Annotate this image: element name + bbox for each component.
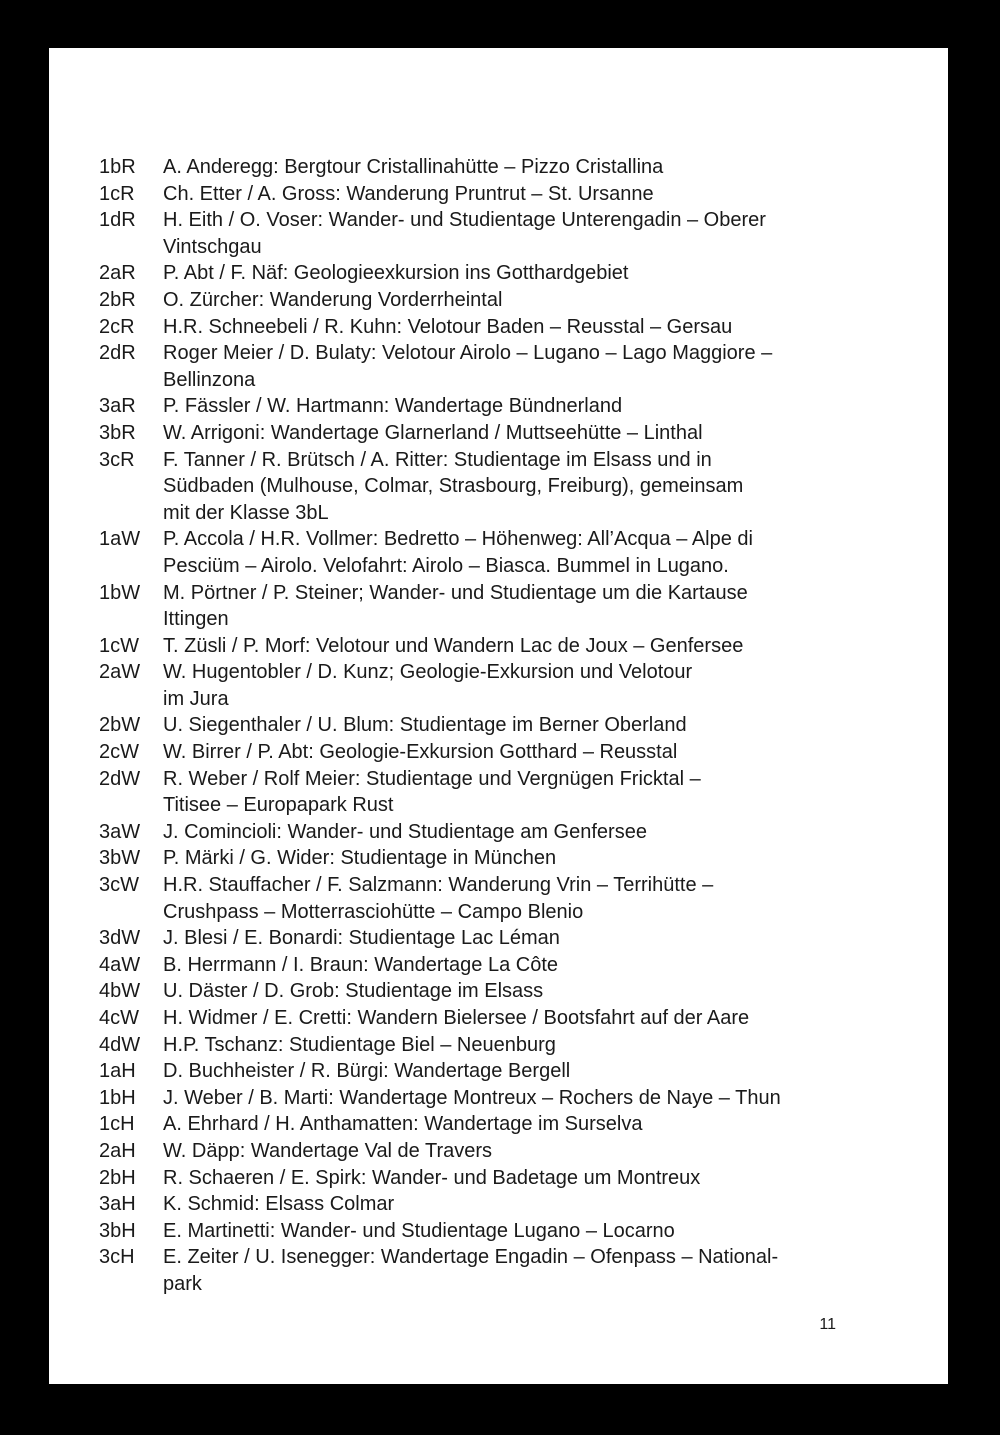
trip-description [163,393,919,420]
trip-description [163,447,919,527]
list-item [99,260,919,287]
class-code: 1cW [99,634,139,657]
page-number: 11 [819,1316,836,1333]
description-line: W. Däpp: Wandertage Val de Travers [163,1139,493,1162]
list-item [99,340,919,393]
trip-description [163,633,919,660]
trip-description [163,1244,919,1297]
description-line: H.P. Tschanz: Studientage Biel – Neuenburg [163,1033,556,1056]
class-code: 3aH [99,1193,136,1216]
class-code: 2bR [99,288,136,311]
trip-description [163,207,919,260]
class-code: 1bW [99,581,141,604]
trip-description [163,314,919,341]
class-code: 2cW [99,741,139,764]
description-line: Pesciüm – Airolo. Velofahrt: Airolo – Biasca. Bummel in Lugano. [163,554,729,577]
description-line: J. Comincioli: Wander- und Studientage am Genfersee [163,820,647,843]
trip-description [163,1111,919,1138]
class-code: 1bH [99,1086,136,1109]
class-code: 2aR [99,262,136,285]
class-code: 2dR [99,342,136,365]
description-line: Südbaden (Mulhouse, Colmar, Strasbourg, Freiburg), gemeinsam [163,475,744,498]
list-item [99,580,919,633]
trip-description [163,952,919,979]
list-item [99,154,919,181]
trip-description [163,872,919,925]
list-item [99,207,919,260]
description-line: O. Zürcher: Wanderung Vorderrheintal [163,288,503,311]
trip-description [163,340,919,393]
document-page [49,48,948,1384]
description-line: P. Fässler / W. Hartmann: Wandertage Bündnerland [163,395,623,418]
class-code: 3dW [99,927,141,950]
trip-description [163,1005,919,1032]
class-code: 4bW [99,980,141,1003]
trip-description [163,978,919,1005]
list-item [99,845,919,872]
description-line: K. Schmid: Elsass Colmar [163,1193,395,1216]
description-line: W. Hugentobler / D. Kunz; Geologie-Exkursion und Velotour [163,661,693,684]
class-code: 2dW [99,767,141,790]
description-line: P. Abt / F. Näf: Geologieexkursion ins Gotthardgebiet [163,262,629,285]
trip-description [163,420,919,447]
description-line: A. Ehrhard / H. Anthamatten: Wandertage im Surselva [163,1113,643,1136]
description-line: U. Däster / D. Grob: Studientage im Elsass [163,980,544,1003]
class-code: 2aW [99,661,141,684]
trip-description [163,712,919,739]
trip-description [163,845,919,872]
list-item [99,819,919,846]
class-code: 1bR [99,156,136,178]
list-item [99,633,919,660]
class-code: 1cH [99,1113,135,1136]
trip-description [163,1138,919,1165]
description-line: im Jura [163,687,229,710]
class-code: 3cR [99,448,135,471]
description-line: U. Siegenthaler / U. Blum: Studientage im Berner Oberland [163,714,687,737]
list-item [99,1058,919,1085]
trip-description [163,154,919,181]
description-line: Bellinzona [163,368,256,391]
trip-description [163,1191,919,1218]
description-line: A. Anderegg: Bergtour Cristallinahütte – Pizzo Cristallina [163,156,664,178]
list-item [99,739,919,766]
trip-description [163,181,919,208]
description-line: H.R. Schneebeli / R. Kuhn: Velotour Baden – Reusstal – Gersau [163,315,733,338]
description-line: E. Zeiter / U. Isenegger: Wandertage Engadin – Ofenpass – National- [163,1246,779,1269]
description-line: B. Herrmann / I. Braun: Wandertage La Côte [163,953,559,976]
list-item [99,287,919,314]
description-line: Vintschgau [163,235,262,258]
class-code: 3cH [99,1246,135,1269]
list-item [99,952,919,979]
list-item [99,1191,919,1218]
description-line: W. Birrer / P. Abt: Geologie-Exkursion Gotthard – Reusstal [163,741,678,764]
trip-description [163,659,919,712]
class-code: 1dR [99,209,136,232]
class-code: 1cR [99,182,135,205]
class-code: 4dW [99,1033,141,1056]
description-line: R. Schaeren / E. Spirk: Wander- und Badetage um Montreux [163,1166,701,1189]
list-item [99,447,919,527]
list-item [99,1085,919,1112]
description-line: T. Züsli / P. Morf: Velotour und Wandern Lac de Joux – Genfersee [163,634,744,657]
description-line: Ittingen [163,608,229,631]
list-item [99,1218,919,1245]
trip-description [163,925,919,952]
description-line: Ch. Etter / A. Gross: Wanderung Pruntrut – St. Ursanne [163,182,654,205]
list-item [99,1165,919,1192]
class-code: 2cR [99,315,135,338]
class-code: 3aR [99,395,136,418]
list-item [99,181,919,208]
list-item [99,1138,919,1165]
class-code: 3bR [99,421,136,444]
class-code: 3aW [99,820,141,843]
class-code: 1aW [99,528,141,551]
list-item [99,1111,919,1138]
trip-description [163,526,919,579]
description-line: H. Widmer / E. Cretti: Wandern Bielersee / Bootsfahrt auf der Aare [163,1007,750,1029]
list-item [99,420,919,447]
list-item [99,766,919,819]
class-code: 3cW [99,874,139,897]
list-item [99,393,919,420]
trip-description [163,1085,919,1112]
trip-description [163,1032,919,1059]
class-code: 1aH [99,1060,136,1083]
description-line: Titisee – Europapark Rust [163,794,394,817]
list-item [99,1032,919,1059]
trip-description [163,1218,919,1245]
class-code: 3bW [99,847,141,870]
description-line: H. Eith / O. Voser: Wander- und Studientage Unterengadin – Oberer [163,209,766,232]
description-line: R. Weber / Rolf Meier: Studientage und Vergnügen Fricktal – [163,767,701,790]
trip-description [163,739,919,766]
description-line: D. Buchheister / R. Bürgi: Wandertage Bergell [163,1060,571,1083]
list-item [99,872,919,925]
trip-description [163,260,919,287]
trip-description [163,580,919,633]
list-item [99,978,919,1005]
entry-list [99,154,919,1298]
class-code: 2aH [99,1139,136,1162]
class-code: 4cW [99,1007,139,1029]
list-item [99,1005,919,1032]
description-line: Crushpass – Motterrasciohütte – Campo Blenio [163,900,584,923]
trip-description [163,819,919,846]
description-line: J. Weber / B. Marti: Wandertage Montreux – Rochers de Naye – Thun [163,1086,781,1109]
trip-description [163,1058,919,1085]
description-line: P. Accola / H.R. Vollmer: Bedretto – Höhenweg: All’Acqua – Alpe di [163,528,753,551]
trip-description [163,1165,919,1192]
description-line: H.R. Stauffacher / F. Salzmann: Wanderung Vrin – Terrihütte – [163,874,714,897]
list-item [99,314,919,341]
trip-description [163,766,919,819]
description-line: J. Blesi / E. Bonardi: Studientage Lac Léman [163,927,560,950]
list-item [99,925,919,952]
description-line: F. Tanner / R. Brütsch / A. Ritter: Studientage im Elsass und in [163,448,712,471]
description-line: park [163,1272,202,1295]
class-code: 3bH [99,1219,136,1242]
description-line: Roger Meier / D. Bulaty: Velotour Airolo – Lugano – Lago Maggiore – [163,342,773,365]
class-code: 2bH [99,1166,136,1189]
description-line: mit der Klasse 3bL [163,501,329,524]
list-item [99,659,919,712]
description-line: M. Pörtner / P. Steiner; Wander- und Studientage um die Kartause [163,581,748,604]
list-item [99,526,919,579]
description-line: P. Märki / G. Wider: Studientage in München [163,847,557,870]
list-item [99,1244,919,1297]
trip-description [163,287,919,314]
class-code: 2bW [99,714,141,737]
class-code: 4aW [99,953,141,976]
list-item [99,712,919,739]
description-line: E. Martinetti: Wander- und Studientage Lugano – Locarno [163,1219,675,1242]
description-line: W. Arrigoni: Wandertage Glarnerland / Muttseehütte – Linthal [163,421,703,444]
